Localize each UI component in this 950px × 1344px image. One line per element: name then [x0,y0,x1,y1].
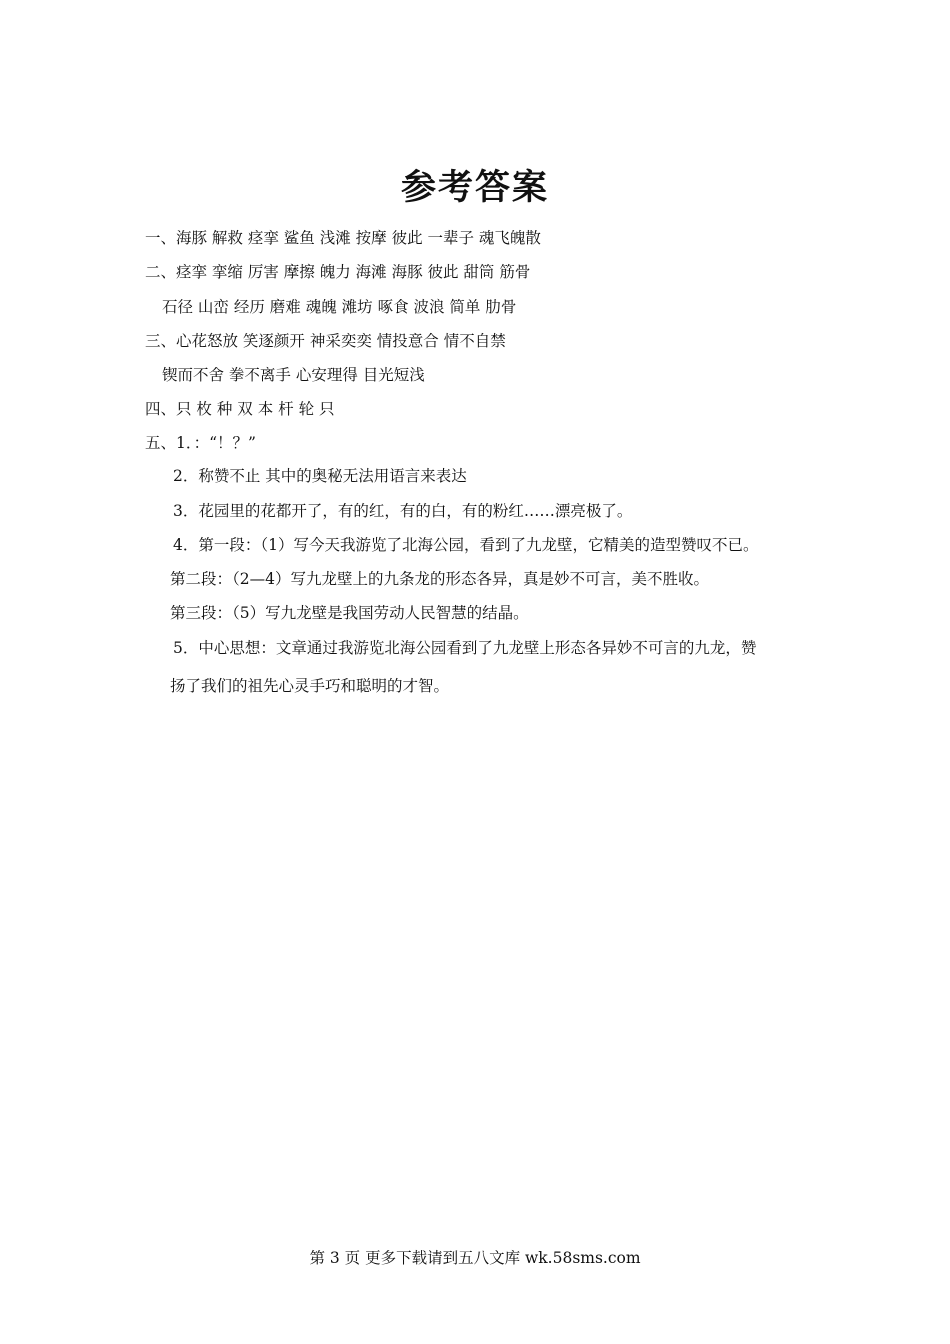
answer-line-7: 五、1．：“！？” [145,434,256,452]
answer-line-8: 2．称赞不止 其中的奥秘无法用语言来表达 [173,467,467,485]
answer-line-5: 锲而不舍 拳不离手 心安理得 目光短浅 [162,366,425,384]
answer-line-11: 第二段：（2—4）写九龙壁上的九条龙的形态各异，真是妙不可言，美不胜收。 [170,570,709,588]
page-footer: 第 3 页 更多下载请到五八文库 wk.58sms.com [309,1249,641,1267]
answer-line-14: 扬了我们的祖先心灵手巧和聪明的才智。 [170,677,450,695]
page-title: 参考答案 [400,168,549,208]
answer-line-4: 三、心花怒放 笑逐颜开 神采奕奕 情投意合 情不自禁 [145,332,506,350]
answer-line-9: 3．花园里的花都开了，有的红，有的白，有的粉红……漂亮极了。 [173,502,633,520]
answer-line-1: 一、海豚 解救 痉挛 鲨鱼 浅滩 按摩 彼此 一辈子 魂飞魄散 [145,229,541,247]
answer-line-2: 二、痉挛 挛缩 厉害 摩擦 魄力 海滩 海豚 彼此 甜筒 筋骨 [145,263,531,281]
answer-line-12: 第三段：（5）写九龙壁是我国劳动人民智慧的结晶。 [170,604,529,622]
answer-line-10: 4．第一段：（1）写今天我游览了北海公园，看到了九龙壁，它精美的造型赞叹不已。 [173,536,759,554]
answer-line-13: 5．中心思想：文章通过我游览北海公园看到了九龙壁上形态各异妙不可言的九龙，赞 [173,639,757,657]
answer-line-3: 石径 山峦 经历 磨难 魂魄 滩坊 啄食 波浪 简单 肋骨 [162,298,517,316]
answer-line-6: 四、只 枚 种 双 本 杆 轮 只 [145,400,335,418]
